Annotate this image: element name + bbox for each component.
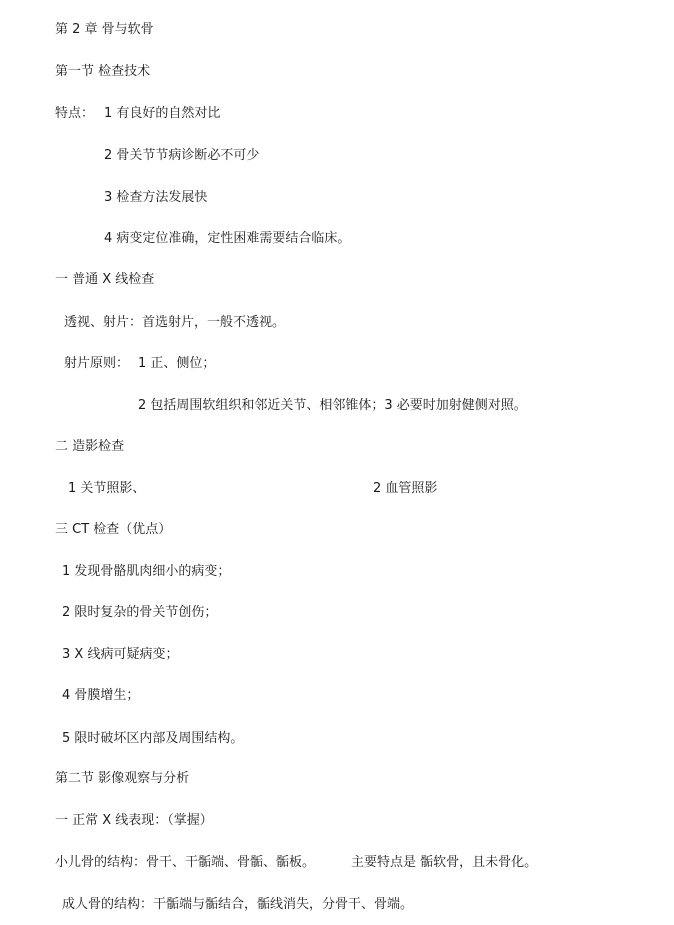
principles-label: 射片原则： — [64, 356, 130, 371]
principle-item: 2 包括周围软组织和邻近关节、相邻锥体；3 必要时加射健侧对照。 — [138, 398, 527, 413]
section-title-analysis: 第二节 影像观察与分析 — [55, 771, 190, 786]
ct-item: 1 发现骨骼肌肉细小的病变； — [62, 564, 231, 579]
heading-normal-xray: 一 正常 X 线表现：（掌握） — [55, 813, 213, 828]
ct-item: 4 骨膜增生； — [62, 688, 140, 703]
ct-item: 5 限时破坏区内部及周围结构。 — [62, 731, 244, 746]
heading-ct-exam: 三 CT 检查（优点） — [55, 522, 172, 537]
ct-item: 2 限时复杂的骨关节创伤； — [62, 605, 218, 620]
adult-bone-structure: 成人骨的结构：干骺端与骺结合，骺线消失，分骨干、骨端。 — [62, 897, 414, 912]
fluoroscopy-text: 透视、射片：首选射片，一般不透视。 — [64, 315, 286, 330]
feature-item: 1 有良好的自然对比 — [104, 106, 221, 121]
section-title-inspection: 第一节 检查技术 — [55, 64, 151, 79]
feature-item: 2 骨关节节病诊断必不可少 — [104, 148, 260, 163]
heading-contrast-exam: 二 造影检查 — [55, 439, 125, 454]
contrast-item: 1 关节照影、 — [68, 481, 146, 496]
heading-plain-xray: 一 普通 X 线检查 — [55, 272, 155, 287]
principle-item: 1 正、侧位； — [138, 356, 216, 371]
features-label: 特点： — [55, 106, 95, 121]
child-bone-structure: 小儿骨的结构：骨干、干骺端、骨骺、骺板。 — [55, 855, 316, 870]
contrast-item: 2 血管照影 — [373, 481, 438, 496]
feature-item: 4 病变定位准确，定性困难需要结合临床。 — [104, 231, 351, 246]
child-bone-feature: 主要特点是 骺软骨，且未骨化。 — [351, 855, 538, 870]
chapter-title: 第 2 章 骨与软骨 — [55, 22, 154, 37]
feature-item: 3 检查方法发展快 — [104, 190, 208, 205]
ct-item: 3 X 线病可疑病变； — [62, 647, 179, 662]
